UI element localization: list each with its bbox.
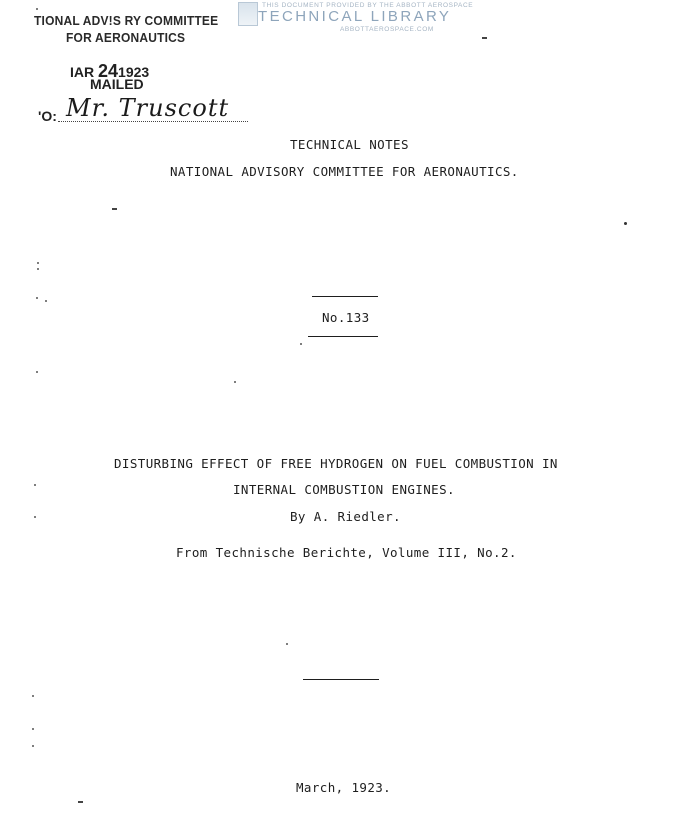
scan-speck bbox=[37, 262, 39, 264]
stamp-date-month: IAR bbox=[70, 64, 95, 80]
scan-speck bbox=[286, 643, 288, 645]
library-logo-icon bbox=[238, 2, 258, 26]
stamp-mailed: MAILED bbox=[90, 76, 144, 92]
scan-speck bbox=[482, 37, 487, 39]
header-committee: NATIONAL ADVISORY COMMITTEE FOR AERONAUTICS. bbox=[170, 164, 519, 179]
scan-speck bbox=[234, 381, 236, 383]
scan-speck bbox=[300, 343, 302, 345]
scan-speck bbox=[78, 801, 83, 803]
bottom-rule bbox=[303, 679, 379, 680]
handwritten-signature: Mr. Truscott bbox=[66, 94, 230, 122]
watermark-provided-by: THIS DOCUMENT PROVIDED BY THE ABBOTT AEROSPACE bbox=[262, 2, 474, 9]
title-line-2: INTERNAL COMBUSTION ENGINES. bbox=[233, 482, 455, 497]
author: By A. Riedler. bbox=[290, 509, 401, 524]
scan-speck bbox=[34, 516, 36, 518]
scan-speck bbox=[32, 728, 34, 730]
document-date: March, 1923. bbox=[296, 780, 392, 795]
scan-speck bbox=[36, 297, 38, 299]
watermark-title: TECHNICAL LIBRARY bbox=[258, 8, 452, 25]
watermark-site: ABBOTTAEROSPACE.COM bbox=[340, 26, 434, 33]
number-rule-top bbox=[312, 296, 378, 297]
scan-speck bbox=[34, 484, 36, 486]
scan-speck bbox=[37, 268, 39, 270]
stamp-date-day: 24 bbox=[98, 61, 119, 81]
source-citation: From Technische Berichte, Volume III, No.2. bbox=[176, 545, 517, 560]
scan-speck bbox=[32, 695, 34, 697]
scan-speck bbox=[32, 745, 34, 747]
title-line-1: DISTURBING EFFECT OF FREE HYDROGEN ON FUEL COMBUSTION IN bbox=[114, 456, 558, 471]
scan-speck bbox=[36, 371, 38, 373]
stamp-org-line: TIONAL ADV!S RY COMMITTEE bbox=[34, 13, 219, 29]
header-technical-notes: TECHNICAL NOTES bbox=[290, 137, 409, 152]
stamp-date-year: 1923 bbox=[118, 64, 150, 80]
scan-speck bbox=[36, 8, 38, 10]
stamp-to-label: 'O: bbox=[38, 108, 57, 124]
note-number: No.133 bbox=[322, 310, 370, 325]
scan-speck bbox=[624, 222, 627, 225]
scan-speck bbox=[112, 208, 117, 210]
scan-speck bbox=[45, 300, 47, 302]
number-rule-bottom bbox=[308, 336, 378, 337]
stamp-org-line-2: FOR AERONAUTICS bbox=[66, 30, 186, 46]
